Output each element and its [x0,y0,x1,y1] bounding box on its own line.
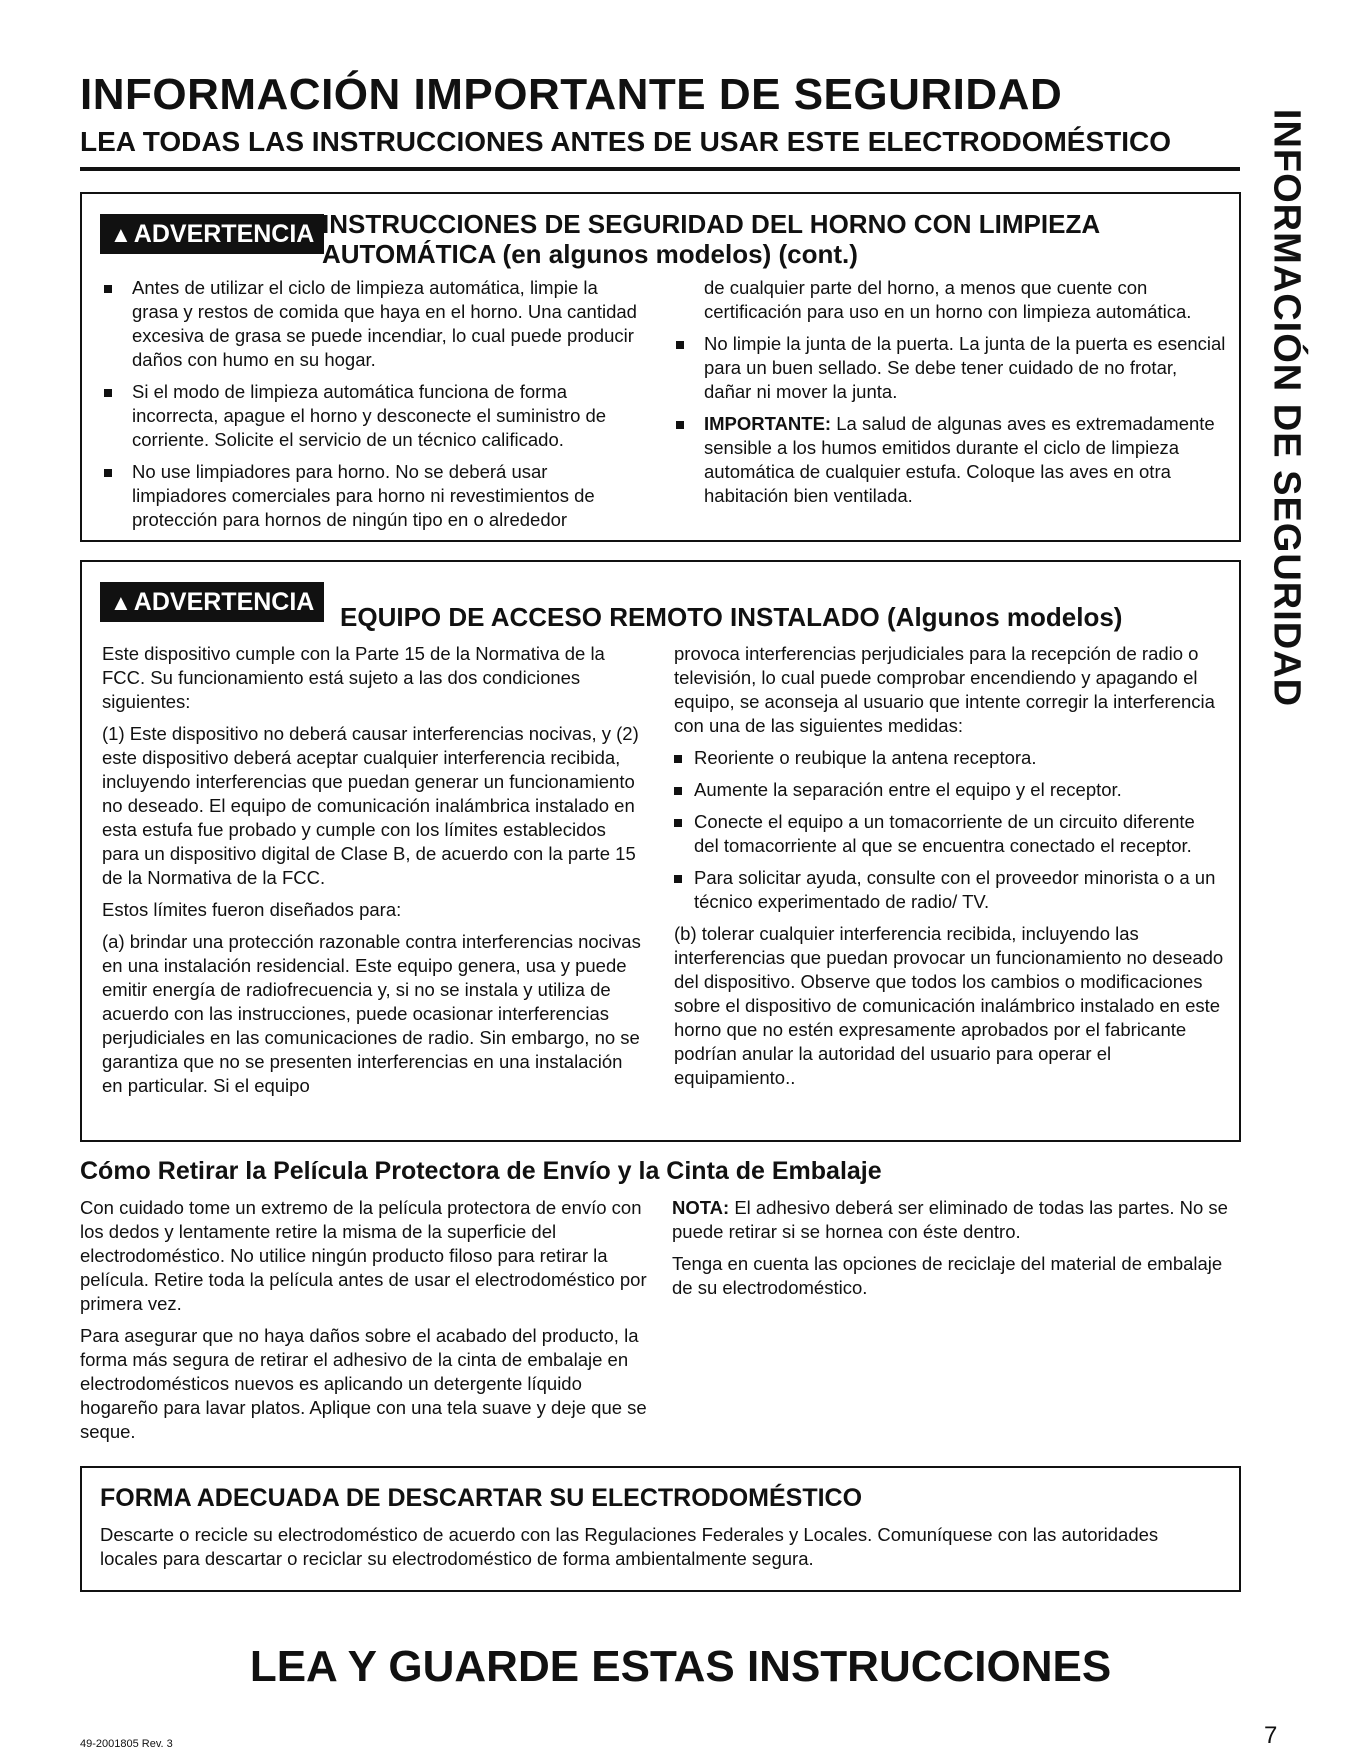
list-item [672,412,1227,508]
box2-left-column [102,642,647,1106]
list-item: Aumente la separación entre el equipo y el receptor. [674,778,1224,802]
list-item: Si el modo de limpieza automática funciona de forma incorrecta, apague el horno y desconecte el suministro de corriente. Solicite el servicio de un técnico calificado. [100,380,640,452]
side-tab-label: INFORMACIÓN DE SEGURIDAD [1265,108,1308,708]
paragraph: (b) tolerar cualquier interferencia recibida, incluyendo las interferencias que puedan provocar un funcionamiento no deseado del dispositivo. Observe que todos los cambios o modificaciones sobre el dispositivo de comunicación inalámbrico instalado en este horno que no estén expresamente aprobados por el fabricante podrían anular la autoridad del usuario para operar el equipamiento.. [674,923,1224,1088]
list-item: No use limpiadores para horno. No se deberá usar limpiadores comerciales para horno ni revestimientos de protección para hornos de ningún tipo en o alrededor [100,460,640,532]
box1-right-column [672,276,1227,516]
side-tab [1256,88,1316,728]
paragraph: Tenga en cuenta las opciones de reciclaje del material de embalaje de su electrodoméstico. [672,1253,1223,1298]
paragraph: (a) brindar una protección razonable contra interferencias nocivas en una instalación residencial. Este equipo genera, usa y puede emitir energía de radiofrecuencia y, si no se instala y utiliza de acuerdo con las instrucciones, puede ocasionar interferencias perjudiciales en las comunicaciones de radio. Sin embargo, no se garantiza que no se presenten interferencias en una instalación en particular. Si el equipo [102,931,641,1096]
box2-right-column [674,642,1224,1098]
box2-title: EQUIPO DE ACCESO REMOTO INSTALADO (Algunos modelos) [340,602,1123,632]
disposal-title: FORMA ADECUADA DE DESCARTAR SU ELECTRODOMÉSTICO [100,1484,863,1512]
closing-title: LEA Y GUARDE ESTAS INSTRUCCIONES [249,1642,1112,1691]
paragraph: Estos límites fueron diseñados para: [102,899,402,920]
section3-left-column [80,1196,660,1452]
document-id: 49-2001805 Rev. 3 [80,1738,173,1750]
warning-badge [100,582,324,622]
continued-text: de cualquier parte del horno, a menos que cuente con certificación para uso en un horno con limpieza automática. [704,277,1192,322]
note-paragraph [672,1196,1237,1244]
box1-title-line1: INSTRUCCIONES DE SEGURIDAD DEL HORNO CON LIMPIEZA [322,209,1101,239]
list-item: Conecte el equipo a un tomacorriente de un circuito diferente del tomacorriente al que se encuentra conectado el receptor. [674,810,1224,858]
warning-badge-label: ADVERTENCIA [133,220,315,248]
paragraph: Para asegurar que no haya daños sobre el acabado del producto, la forma más segura de retirar el adhesivo de la cinta de embalaje en electrodomésticos nuevos es aplicando un detergente líquido hogareño para lavar platos. Aplique con una tela suave y deje que se seque. [80,1325,647,1442]
paragraph: (1) Este dispositivo no deberá causar interferencias nocivas, y (2) este dispositivo deberá aceptar cualquier interferencia recibida, incluyendo interferencias que puedan generar un funcionamiento no deseado. El equipo de comunicación inalámbrica instalado en esta estufa fue probado y cumple con los límites establecidos para un dispositivo digital de Clase B, de acuerdo con la parte 15 de la Normativa de la FCC. [102,723,639,888]
section-title: Cómo Retirar la Película Protectora de Envío y la Cinta de Embalaje [80,1157,882,1185]
list-item: Antes de utilizar el ciclo de limpieza automática, limpie la grasa y restos de comida que haya en el horno. Una cantidad excesiva de grasa se puede incendiar, lo cual puede producir daños con humo en su hogar. [100,276,640,372]
page-subtitle: LEA TODAS LAS INSTRUCCIONES ANTES DE USAR ESTE ELECTRODOMÉSTICO [80,126,1172,157]
section3-right-column [672,1196,1237,1308]
disposal-text: Descarte o recicle su electrodoméstico de acuerdo con las Regulaciones Federales y Locales. Comuníquese con las autoridades locales para descartar o reciclar su electrodoméstico de forma ambientalmente segura. [100,1524,1159,1569]
important-text: La salud de algunas aves es extremadamente sensible a los humos emitidos durante el ciclo de limpieza automática de cualquier estufa. Coloque las aves en otra habitación bien ventilada. [704,413,1215,506]
paragraph: provoca interferencias perjudiciales para la recepción de radio o televisión, lo cual puede comprobar encendiendo y apagando el equipo, se aconseja al usuario que intente corregir la interferencia con una de las siguientes medidas: [674,643,1215,736]
note-label: NOTA: [672,1197,730,1218]
warning-triangle-icon: ▲ [110,222,132,247]
box1-left-column [100,276,640,540]
note-text: El adhesivo deberá ser eliminado de todas las partes. No se puede retirar si se hornea con éste dentro. [672,1197,1228,1242]
paragraph: Con cuidado tome un extremo de la película protectora de envío con los dedos y lentamente retire la misma de la superficie del electrodoméstico. No utilice ningún producto filoso para retirar la película. Retire toda la película antes de usar el electrodoméstico por primera vez. [80,1197,647,1314]
page-number: 7 [1264,1722,1278,1749]
paragraph: Este dispositivo cumple con la Parte 15 de la Normativa de la FCC. Su funcionamiento está sujeto a las dos condiciones siguientes: [102,643,605,712]
warning-badge-label: ADVERTENCIA [133,588,315,616]
important-label: IMPORTANTE: [704,413,832,434]
page-title: INFORMACIÓN IMPORTANTE DE SEGURIDAD [80,70,1063,119]
warning-triangle-icon: ▲ [110,590,132,615]
box1-title [322,209,1100,269]
list-item: Para solicitar ayuda, consulte con el proveedor minorista o a un técnico experimentado de radio/ TV. [674,866,1224,914]
disposal-box [80,1466,1241,1592]
self-clean-warning-box [80,192,1241,542]
warning-badge [100,214,324,254]
box1-title-line2: AUTOMÁTICA (en algunos modelos) (cont.) [322,239,858,269]
remote-access-warning-box [80,560,1241,1142]
list-item: Reoriente o reubique la antena receptora. [674,746,1224,770]
header-rule [80,167,1240,171]
list-item: No limpie la junta de la puerta. La junta de la puerta es esencial para un buen sellado. Se debe tener cuidado de no frotar, dañar ni mover la junta. [672,332,1227,404]
